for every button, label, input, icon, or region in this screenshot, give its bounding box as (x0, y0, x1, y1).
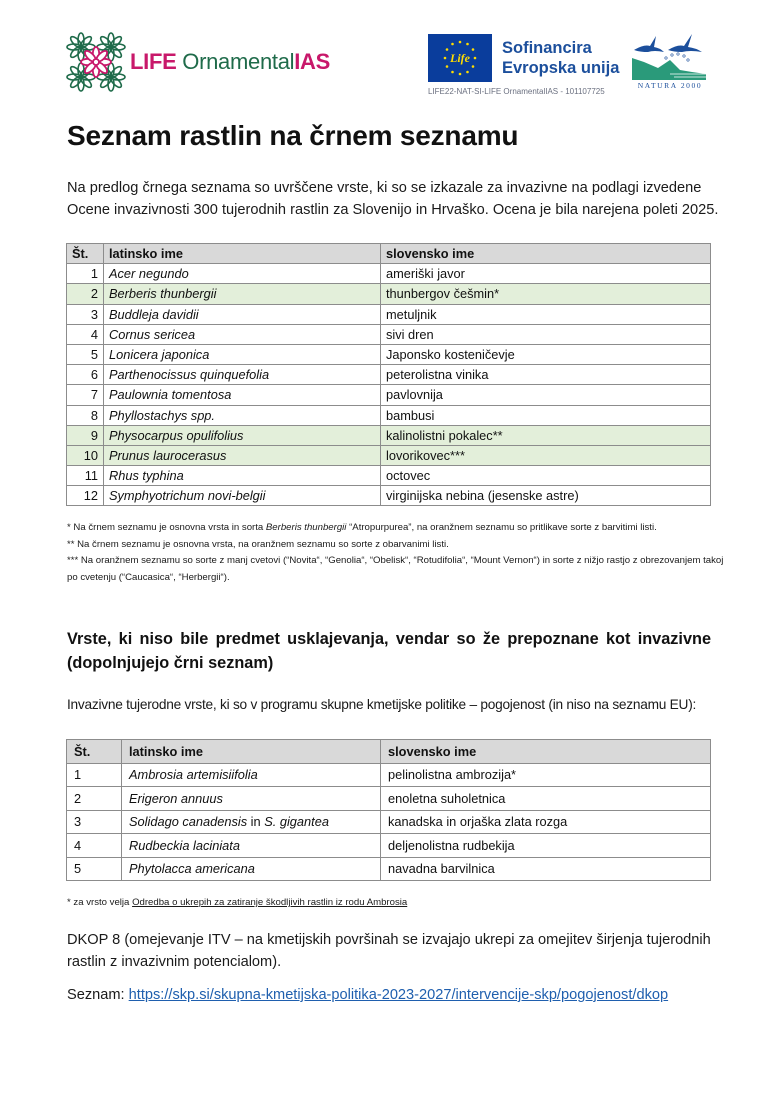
slovene-name: enoletna suholetnica (381, 787, 711, 811)
table-row (67, 365, 711, 385)
slovene-name: bambusi (381, 405, 711, 425)
eu-cofunding-text (502, 38, 619, 78)
table-row (67, 787, 711, 811)
row-number: 5 (67, 344, 104, 364)
latin-name-primary: Phytolacca americana (129, 861, 255, 877)
intro-paragraph: Na predlog črnega seznama so uvrščene vrste, ki so se izkazale za invazivne na podlagi izvedene Ocene invazivnosti 300 tujerodnih rastlin za Slovenijo in Hrvaško. Ocena je bila narejena poleti 2025. (67, 180, 719, 218)
row-number: 5 (67, 857, 122, 881)
slovene-name: navadna barvilnica (381, 857, 711, 881)
latin-name: Acer negundo (104, 264, 381, 284)
seznam-label: Seznam: (67, 987, 129, 1003)
table-header-row (67, 740, 711, 764)
latin-name: Prunus laurocerasus (104, 445, 381, 465)
latin-name (122, 763, 381, 787)
table-row (67, 284, 711, 304)
eu-flag-icon (428, 34, 492, 82)
latin-name (122, 857, 381, 881)
table-row (67, 304, 711, 324)
row-number: 3 (67, 304, 104, 324)
row-number: 11 (67, 466, 104, 486)
row-number: 9 (67, 425, 104, 445)
row-number: 7 (67, 385, 104, 405)
latin-name-primary: Erigeron annuus (129, 790, 223, 806)
birds-icon (634, 34, 702, 52)
dkop-list-link[interactable]: https://skp.si/skupna-kmetijska-politika-2023-2027/intervencije-skp/pogojenost/dkop (128, 987, 669, 1003)
latin-name: Berberis thunbergii (104, 284, 381, 304)
table-row (67, 264, 711, 284)
footnote-1-text: * Na črnem seznamu je osnovna vrsta in sorta (67, 522, 266, 533)
footnote-2: ** Na črnem seznamu je osnovna vrsta, na oranžnem seznamu so sorte z obarvanimi listi. (67, 538, 449, 550)
slovene-name: kalinolistni pokalec** (381, 425, 711, 445)
slovene-name: lovorikovec*** (381, 445, 711, 465)
brand-ornamental: Ornamental (182, 49, 295, 74)
slovene-name: pelinolistna ambrozija* (381, 763, 711, 787)
row-number: 2 (67, 284, 104, 304)
latin-name-primary: Rudbeckia laciniata (129, 837, 240, 853)
table-row (67, 344, 711, 364)
row-number: 6 (67, 365, 104, 385)
latin-name: Phyllostachys spp. (104, 405, 381, 425)
footnote-3: *** Na oranžnem seznamu so sorte z manj cvetovi (“Novita“, “Genolia“, “Obelisk“, “Rotudifolia“, “Mount Vernon“) in sorte z nižjo rastjo z obrezovanjem takoj po cvetenju (“Caucasica“, “Herbergii“). (67, 555, 724, 583)
latin-name-conjunction: in (247, 814, 265, 830)
latin-name (122, 834, 381, 858)
header-slovene-name: slovensko ime (381, 740, 711, 764)
slovene-name: sivi dren (381, 324, 711, 344)
ambrosia-footnote (67, 897, 407, 908)
seznam-line (67, 987, 668, 1003)
ambrosia-regulation-link[interactable]: Odredba o ukrepih za zatiranje škodljivih rastlin iz rodu Ambrosia (132, 897, 408, 908)
latin-name-primary: Ambrosia artemisiifolia (129, 767, 258, 783)
blacklist-footnotes (67, 520, 727, 586)
flower-logo-icon (66, 32, 126, 92)
brand-ias: IAS (294, 49, 331, 74)
project-code: LIFE22-NAT-SI-LIFE OrnamentalIAS - 101107725 (428, 87, 605, 96)
cap-invasive-table (66, 739, 711, 881)
slovene-name: kanadska in orjaška zlata rozga (381, 810, 711, 834)
table-header-row (67, 244, 711, 264)
latin-name: Physocarpus opulifolius (104, 425, 381, 445)
table-row (67, 405, 711, 425)
section-paragraph: Invazivne tujerodne vrste, ki so v programu skupne kmetijske politike – pogojenost (in niso na seznamu EU): (67, 697, 697, 712)
table-row (67, 486, 711, 506)
latin-name: Paulownia tomentosa (104, 385, 381, 405)
footnote-1-rest: “Atropurpurea”, na oranžnem seznamu so pritlikave sorte z barvitimi listi. (346, 522, 657, 533)
footnote-prefix: * za vrsto velja (67, 897, 133, 908)
brand-life: LIFE (130, 49, 177, 74)
header-number: Št. (67, 244, 104, 264)
latin-name-primary: Solidago canadensis (129, 814, 248, 830)
latin-name (122, 810, 381, 834)
latin-name: Cornus sericea (104, 324, 381, 344)
latin-name: Rhus typhina (104, 466, 381, 486)
table-row (67, 857, 711, 881)
slovene-name: pavlovnija (381, 385, 711, 405)
slovene-name: thunbergov češmin* (381, 284, 711, 304)
slovene-name: octovec (381, 466, 711, 486)
row-number: 10 (67, 445, 104, 465)
natura-label: NATURA 2000 (637, 81, 703, 90)
eu-cofunding-logo (428, 34, 628, 98)
latin-name: Symphyotrichum novi-belgii (104, 486, 381, 506)
slovene-name: ameriški javor (381, 264, 711, 284)
row-number: 4 (67, 834, 122, 858)
brand-name (130, 49, 330, 75)
header-latin-name: latinsko ime (122, 740, 381, 764)
section-heading: Vrste, ki niso bile predmet usklajevanja, vendar so že prepoznane kot invazivne (dopolnjujejo črni seznam) (67, 630, 711, 672)
slovene-name: virginijska nebina (jesenske astre) (381, 486, 711, 506)
eu-line-2: Evropska unija (502, 59, 620, 77)
eu-line-1: Sofinancira (502, 39, 592, 57)
latin-name: Buddleja davidii (104, 304, 381, 324)
latin-name-secondary: S. gigantea (264, 814, 329, 830)
row-number: 1 (67, 264, 104, 284)
natura-2000-logo (630, 30, 710, 90)
slovene-name: deljenolistna rudbekija (381, 834, 711, 858)
row-number: 4 (67, 324, 104, 344)
header-slovene-name: slovensko ime (381, 244, 711, 264)
row-number: 8 (67, 405, 104, 425)
table-row (67, 445, 711, 465)
latin-name: Parthenocissus quinquefolia (104, 365, 381, 385)
row-number: 2 (67, 787, 122, 811)
slovene-name: metuljnik (381, 304, 711, 324)
footnote-1 (67, 520, 727, 537)
slovene-name: Japonsko kosteničevje (381, 344, 711, 364)
row-number: 12 (67, 486, 104, 506)
life-flag-label: Life (450, 51, 470, 65)
blacklist-table (66, 243, 711, 506)
slovene-name: peterolistna vinika (381, 365, 711, 385)
dkop-paragraph: DKOP 8 (omejevanje ITV – na kmetijskih površinah se izvajajo ukrepi za omejitev širjenja tujerodnih rastlin z invazivnim potencialom). (67, 932, 711, 970)
table-row (67, 763, 711, 787)
footnote-1-species: Berberis thunbergii (265, 522, 347, 533)
table-row (67, 466, 711, 486)
latin-name: Lonicera japonica (104, 344, 381, 364)
table-row (67, 834, 711, 858)
row-number: 3 (67, 810, 122, 834)
table-row (67, 324, 711, 344)
table-row (67, 385, 711, 405)
page-title: Seznam rastlin na črnem seznamu (67, 120, 519, 151)
header-number: Št. (67, 740, 122, 764)
row-number: 1 (67, 763, 122, 787)
table-row (67, 425, 711, 445)
table-row (67, 810, 711, 834)
life-ornamentalias-logo (66, 32, 330, 92)
header-latin-name: latinsko ime (104, 244, 381, 264)
latin-name (122, 787, 381, 811)
